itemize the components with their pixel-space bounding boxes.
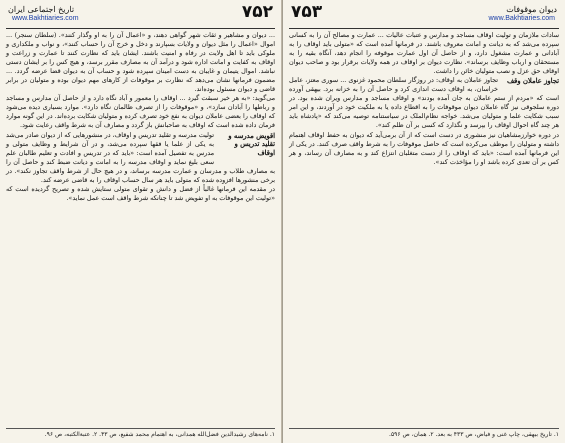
right-page-number: ۷۵۳ <box>291 2 323 22</box>
right-paragraph: در دوره خوارزمشاهیان نیز منشوری در دست است که از آن برمی‌آید که دیوان به حفظ اوقاف اهتمام داشته و متولیان را موظف می‌کرده است که حاصل موقوفات را به شرط واقف صرف کنند. در یکی از این فرمانها آمده است: «باید که اوقاف را از دست متغلبان انتزاع کند و به مصارف آن رساند، و هر کس بر آن تعدی کرده باشد او را مؤاخذت کند». <box>289 130 559 166</box>
left-paragraph: در مقدمه این فرمانها غالباً از فضل و دانش و تقوای متولی ستایش شده و تصریح گردیده است که «تولیت این موقوفات به او تفویض شد تا چنانکه شرط واقف است عمل نماید». <box>6 184 275 202</box>
right-paragraph: سادات ملازمان و تولیت اوقاف مساجد و مدارس و عتبات عالیات ... عمارت و مصالح آن را به کسانی سپرده می‌شد که به دیانت و امانت معروف باشند. در فرمانها آمده است که «متولی باید اوقاف را به آبادانی و عمارت مشغول دارد، و از حاصل آن اول عمارت موقوفه را انجام دهد، آنگاه بقیه را به مستحقان و ارباب وظایف برساند». نظارت دیوان بر اوقاف در همه ولایات برقرار بود و صاحب دیوان اوقاف حق عزل و نصب متولیان خائن را داشت. <box>289 31 559 76</box>
left-page-body <box>6 31 275 203</box>
left-paragraph: می‌گوید: «به هر خیر سبقت گیرد ... اوقاف را معمور و آباد نگاه دارد و از حاصل آن مدارس و مساجد و رباطها را آبادان سازد»، و «موقوفات را از تصرف ظالمان نگاه دارد». موارد بسیاری دیده می‌شود که اوقاف را بعضی عاملان دیوان به نفع خود تصرف کرده و متولیان شکایت برده‌اند. در این گونه موارد فرمان داده شده است که اوقاف به صاحبانش باز گردد و مصارف آن به شرط واقف رعایت شود. <box>6 94 275 130</box>
left-footnotes: ۱. نامه‌های رشیدالدین فضل‌الله همدانی، به اهتمام محمد شفیع، ص ۴۳. ۲. عتبة‌الکتبه، ص ۹۶. <box>6 428 275 439</box>
right-page-body <box>289 31 559 167</box>
left-running-head: تاریخ اجتماعی ایران <box>8 5 75 14</box>
left-paragraph: ... دیوان و مشاهیر و ثقات شهر گواهی دهند، و «اعمال آن را به او وگذار کنند». (سلطان سنجر) ... اموال «اعمال را مثل دیوان و ولایات بسپارند و دخل و خرج آن را حساب کنند»، و نواب و ملکداری و ملوکی باید تا اهل ولایت در رفاه و امنیت باشند. ایشان باید که نظارت کنند تا عمارت و زراعت و اوقاف به کفایت و امانت اداره شود و درآمد آن به مصارف مقرر برسد، و هیچ کس را بر ایشان دستی نباشد. اموال یتیمان و غایبان به دست امینان سپرده شود و حساب آن به دیوان قضا عرضه گردد. ... مضمون فرمانها نشان می‌دهد که نظارت بر موقوفات از کارهای مهم دیوان بوده و متولیان در برابر قاضی و دیوان مسئول بوده‌اند. <box>6 31 275 94</box>
right-page <box>283 0 565 443</box>
left-paragraph: تولیت مدرسه و تقلید تدریس و اوقاف، در منشورهایی که از دیوان صادر می‌شد به یکی از علما یا فقها سپرده می‌شد، و در آن شرایط و وظایف متولی و مدرس به تفصیل آمده است: «باید که در تدریس و افادت و تعلیم طالبان علم سعی بلیغ نماید و اوقاف مدرسه را به امانت و دیانت ضبط کند و حاصل آن را به مصارف طلاب و مدرسان و عمارت مدرسه برساند، و در هیچ حال از شرط واقف تجاوز نکند». در برخی منشورها افزوده شده که متولی باید هر سال حساب اوقاف را به قاضی عرضه کند. <box>6 130 275 184</box>
right-page-header <box>289 2 559 29</box>
left-page-header <box>6 2 275 29</box>
left-page <box>0 0 282 443</box>
left-page-number: ۷۵۲ <box>241 2 273 22</box>
right-footnotes: ۱. تاریخ بیهقی، چاپ غنی و فیاض، ص ۴۳۳ به بعد. ۲. همان، ص ۵۹۶. <box>289 428 559 439</box>
left-watermark: www.Bakhtiaries.com <box>12 15 79 22</box>
right-watermark: www.Bakhtiaries.com <box>488 15 555 22</box>
right-side-heading: تجاوز عاملان وقف <box>506 77 559 86</box>
right-running-head: دیوان موقوفات <box>506 5 557 14</box>
left-side-heading: اقویض مدرسه و تقلید تدریس و اوقاف <box>228 131 275 157</box>
right-paragraph: تجاوز عاملان به اوقاف: در روزگار سلطان محمود غزنوی ... سوری معتز، عامل خراسان، به اوقاف دست اندازی کرد و حاصل آن را به خزانه برد. بیهقی آورده است که «مردم از ستم عاملان به جان آمده بودند» و اوقاف مساجد و مدارس ویران شده بود. در دوره سلجوقی نیز گاه عاملان دیوان موقوفات را به اقطاع داده یا به ملکیت خود در آوردند، و این امر سبب شکایت علما و متولیان می‌شد. خواجه نظام‌الملک در سیاستنامه توصیه می‌کند که «پادشاه باید هر چند گاه احوال اوقاف را بپرسد و نگذارد که کسی بر آن ظلم کند». <box>289 76 559 130</box>
